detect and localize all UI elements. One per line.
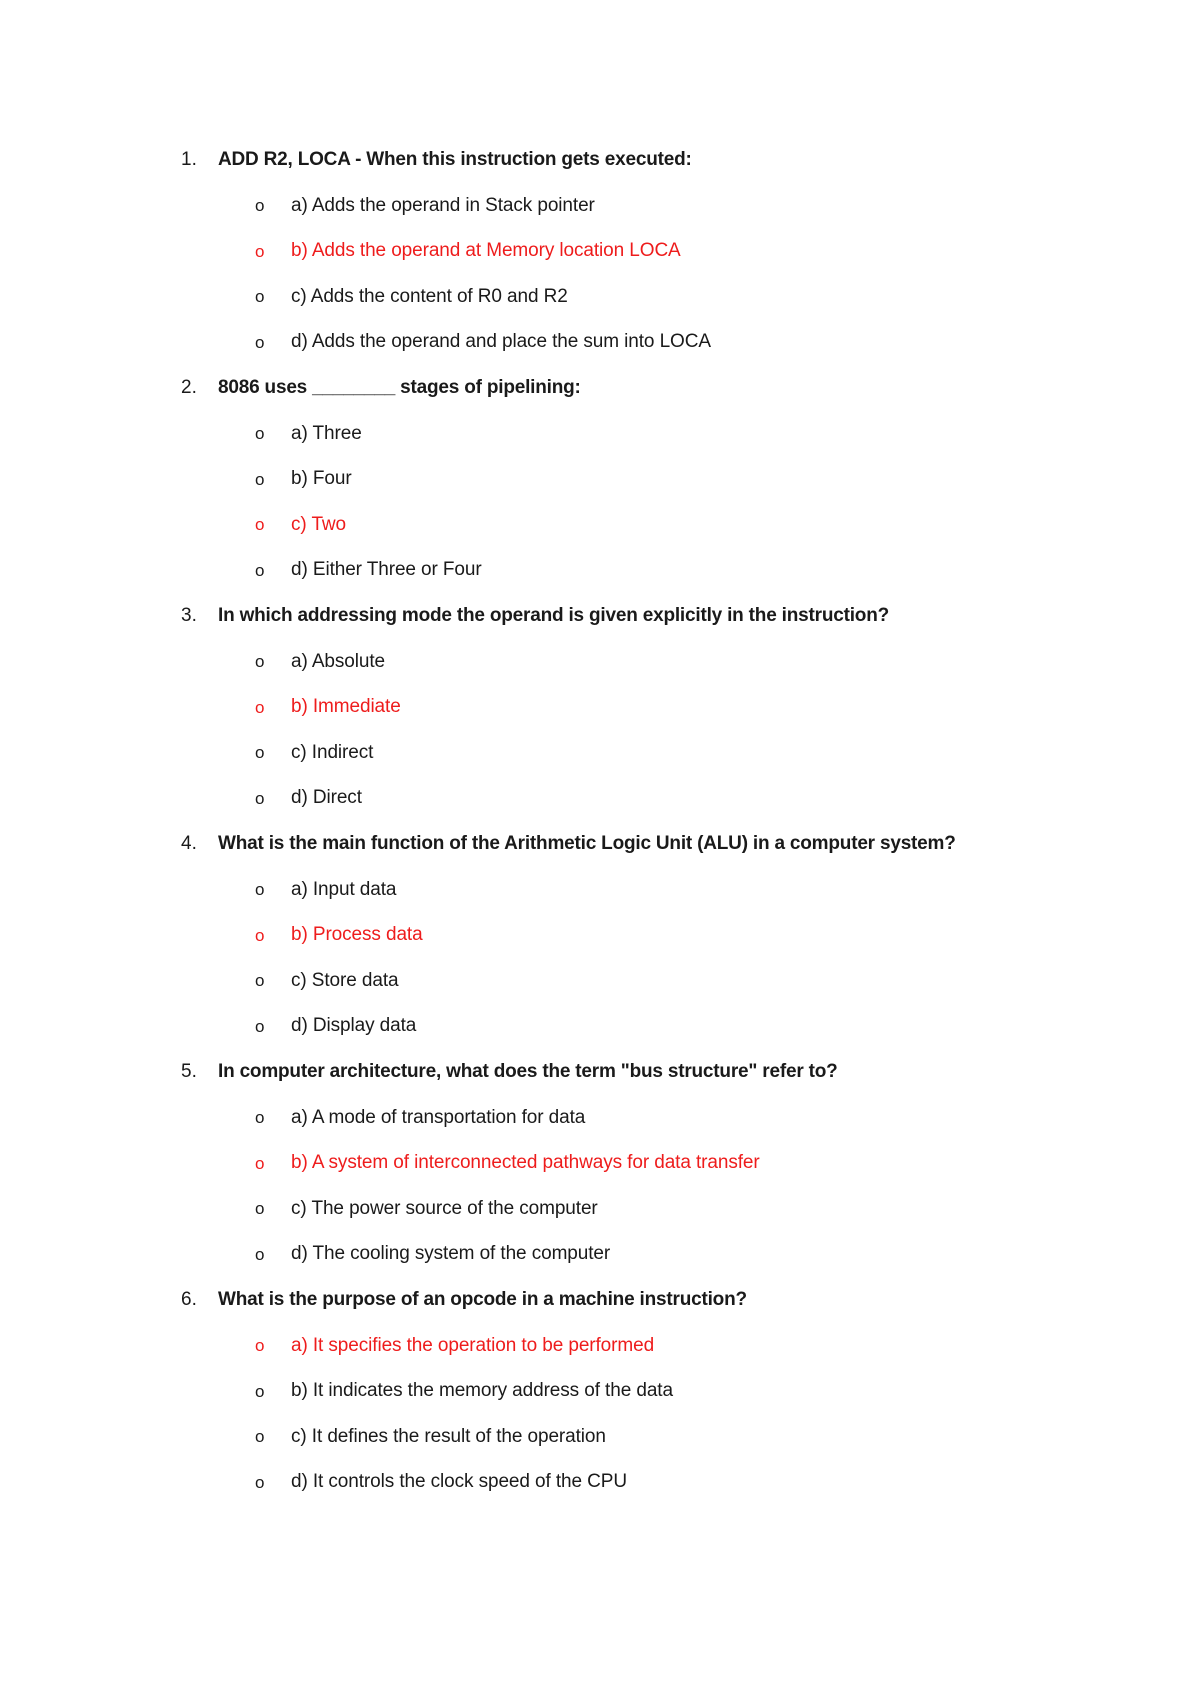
option-text: a) A mode of transportation for data [291,1106,586,1128]
option-item-correct [0,1140,1200,1186]
bullet-icon: o [255,332,265,352]
option-text: a) It specifies the operation to be performed [291,1334,655,1356]
option-text: b) Immediate [291,696,401,718]
option-item [0,775,1200,821]
option-item [0,867,1200,913]
question-text: 8086 uses ________ stages of pipelining: [218,377,581,398]
option-item [0,639,1200,685]
bullet-icon: o [255,287,265,307]
option-text: a) Absolute [291,650,385,672]
option-item [0,1414,1200,1460]
option-item [0,183,1200,229]
option-item-correct [0,684,1200,730]
option-text: d) Adds the operand and place the sum into LOCA [291,331,711,353]
bullet-icon: o [255,652,265,672]
option-text: c) Store data [291,969,399,991]
question-number: 5. [181,1061,197,1082]
question-1 [0,137,1200,183]
option-item [0,547,1200,593]
option-text: b) It indicates the memory address of the data [291,1380,673,1402]
bullet-icon: o [255,424,265,444]
bullet-icon: o [255,241,265,261]
bullet-icon: o [255,880,265,900]
bullet-icon: o [255,1108,265,1128]
bullet-icon: o [255,1244,265,1264]
option-text: c) Indirect [291,741,374,763]
option-text: a) Three [291,422,362,444]
question-text: In which addressing mode the operand is given explicitly in the instruction? [218,605,890,626]
question-number: 2. [181,377,197,398]
option-text: d) It controls the clock speed of the CPU [291,1471,627,1493]
question-text: What is the main function of the Arithmetic Logic Unit (ALU) in a computer system? [218,833,956,854]
option-item [0,319,1200,365]
question-6 [0,1277,1200,1323]
option-text: c) The power source of the computer [291,1197,598,1219]
option-item [0,958,1200,1004]
option-text: c) It defines the result of the operation [291,1425,606,1447]
bullet-icon: o [255,1336,265,1356]
question-2 [0,365,1200,411]
option-item [0,1186,1200,1232]
bullet-icon: o [255,1199,265,1219]
bullet-icon: o [255,697,265,717]
option-item [0,1459,1200,1505]
option-item [0,1368,1200,1414]
bullet-icon: o [255,515,265,535]
question-3 [0,593,1200,639]
option-text: b) Adds the operand at Memory location LOCA [291,240,681,262]
option-text: c) Adds the content of R0 and R2 [291,285,568,307]
question-number: 4. [181,833,197,854]
option-item [0,456,1200,502]
bullet-icon: o [255,469,265,489]
bullet-icon: o [255,788,265,808]
question-number: 1. [181,149,197,170]
option-text: a) Adds the operand in Stack pointer [291,194,595,216]
option-text: c) Two [291,513,347,535]
option-item-correct [0,228,1200,274]
option-item [0,1231,1200,1277]
option-text: d) Display data [291,1015,417,1037]
question-text: In computer architecture, what does the term "bus structure" refer to? [218,1061,838,1082]
option-text: d) Either Three or Four [291,559,482,581]
bullet-icon: o [255,971,265,991]
option-item [0,411,1200,457]
bullet-icon: o [255,1153,265,1173]
bullet-icon: o [255,1016,265,1036]
option-text: a) Input data [291,878,397,900]
question-5 [0,1049,1200,1095]
bullet-icon: o [255,560,265,580]
bullet-icon: o [255,925,265,945]
question-text: ADD R2, LOCA - When this instruction gets executed: [218,149,692,170]
bullet-icon: o [255,1381,265,1401]
question-text: What is the purpose of an opcode in a machine instruction? [218,1289,747,1310]
bullet-icon: o [255,743,265,763]
option-text: b) Process data [291,924,423,946]
option-item-correct [0,912,1200,958]
question-4 [0,821,1200,867]
option-item [0,730,1200,776]
option-item [0,274,1200,320]
bullet-icon: o [255,1427,265,1447]
option-text: d) The cooling system of the computer [291,1243,611,1265]
option-item [0,1095,1200,1141]
option-item [0,1003,1200,1049]
option-item-correct [0,502,1200,548]
option-text: b) Four [291,468,352,490]
question-number: 6. [181,1289,197,1310]
bullet-icon: o [255,196,265,216]
option-text: d) Direct [291,787,362,809]
option-item-correct [0,1323,1200,1369]
bullet-icon: o [255,1472,265,1492]
option-text: b) A system of interconnected pathways for data transfer [291,1152,760,1174]
question-number: 3. [181,605,197,626]
